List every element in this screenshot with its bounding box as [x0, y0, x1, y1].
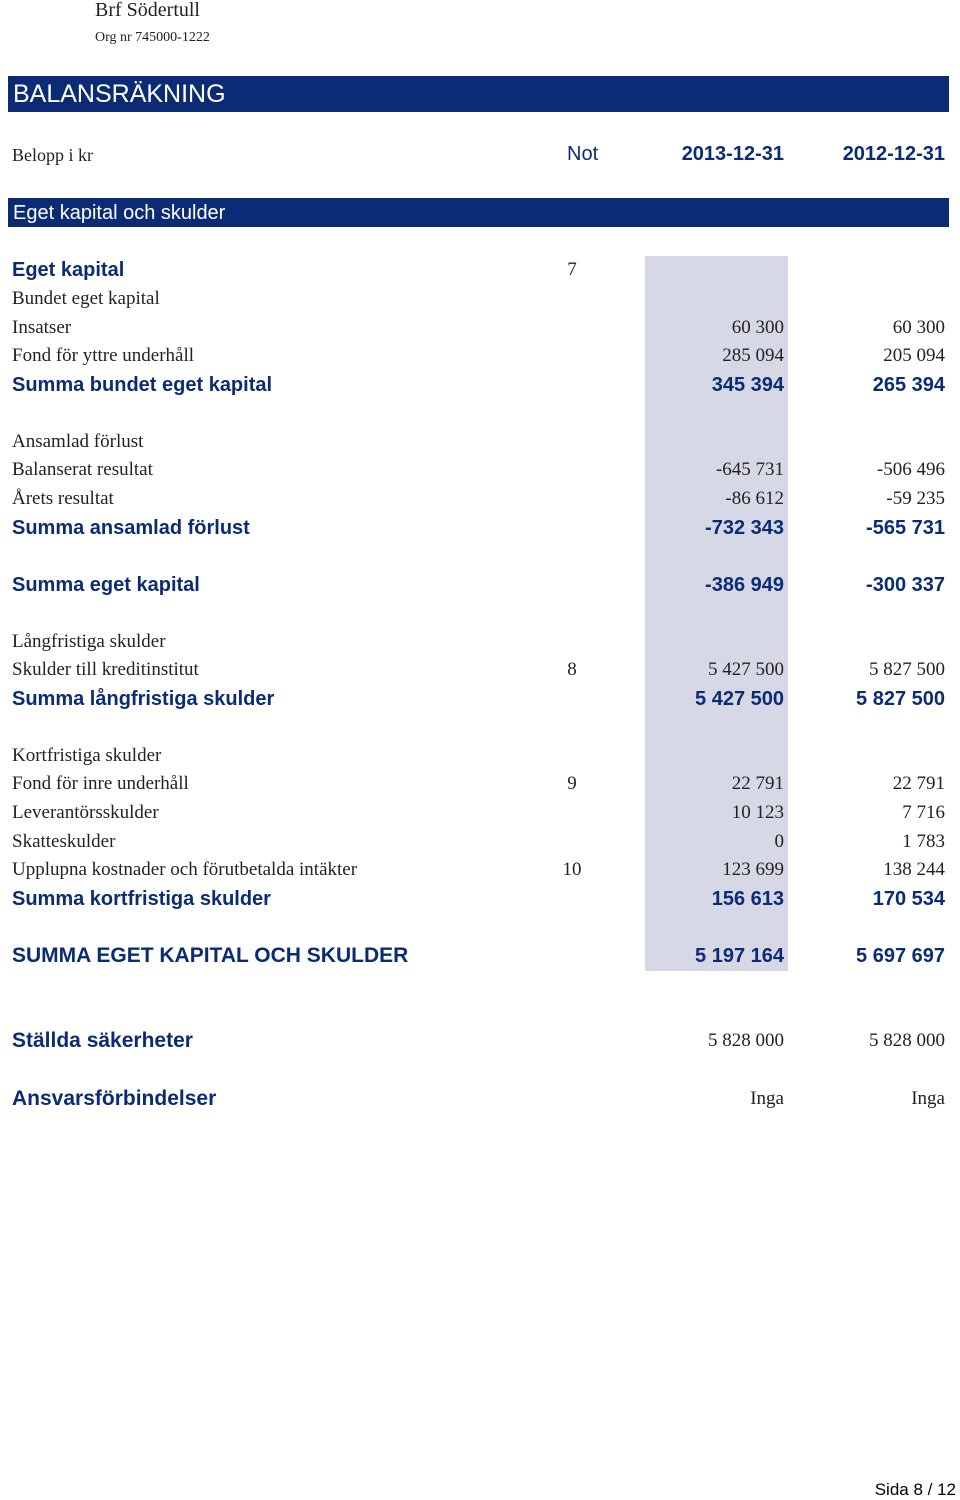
- section-title: Eget kapital och skulder: [8, 198, 949, 227]
- row-label: Summa eget kapital: [12, 574, 200, 596]
- row-label: Bundet eget kapital: [12, 288, 160, 309]
- row-value-current: 5 427 500: [708, 659, 784, 680]
- note-column-header: Not: [567, 143, 599, 165]
- pledged-assets-row: [0, 1026, 960, 1054]
- table-row: [0, 656, 960, 684]
- row-value-previous: 5 828 000: [869, 1030, 945, 1051]
- row-value-previous: -506 496: [876, 459, 945, 480]
- row-label: Långfristiga skulder: [12, 631, 166, 652]
- row-value-current: 5 427 500: [695, 688, 784, 710]
- column-header-row: [0, 141, 960, 169]
- row-note: 7: [567, 259, 577, 280]
- row-label: Insatser: [12, 317, 72, 338]
- row-label: Upplupna kostnader och förutbetalda intäkter: [12, 859, 358, 880]
- row-value-current: -645 731: [715, 459, 784, 480]
- row-label: Fond för yttre underhåll: [12, 345, 195, 366]
- table-row: [0, 456, 960, 484]
- row-value-current: -732 343: [705, 517, 784, 539]
- row-label: SUMMA EGET KAPITAL OCH SKULDER: [12, 944, 409, 967]
- row-label: Summa kortfristiga skulder: [12, 888, 271, 910]
- table-row: [0, 856, 960, 884]
- row-value-previous: 7 716: [902, 802, 945, 823]
- row-label: Summa bundet eget kapital: [12, 374, 273, 396]
- row-value-current: 5 197 164: [695, 945, 784, 967]
- subtotal-row: [0, 885, 960, 913]
- subtotal-row: [0, 685, 960, 713]
- row-value-previous: 1 783: [902, 831, 945, 852]
- current-year-header: 2013-12-31: [681, 143, 784, 165]
- row-value-previous: 138 244: [883, 859, 945, 880]
- row-value-previous: 5 827 500: [869, 659, 945, 680]
- row-value-previous: 265 394: [872, 374, 945, 396]
- table-row: [0, 342, 960, 370]
- row-value-current: -86 612: [725, 488, 784, 509]
- subtotal-row: [0, 571, 960, 599]
- row-label: Balanserat resultat: [12, 459, 153, 480]
- row-note: 9: [567, 773, 577, 794]
- previous-year-header: 2012-12-31: [842, 143, 945, 165]
- table-row: [0, 285, 960, 313]
- row-value-previous: 5 697 697: [856, 945, 945, 967]
- organization-number: Org nr 745000-1222: [95, 30, 210, 45]
- subtotal-row: [0, 371, 960, 399]
- row-value-previous: 60 300: [892, 317, 945, 338]
- row-label: Kortfristiga skulder: [12, 745, 162, 766]
- row-value-previous: Inga: [911, 1088, 945, 1109]
- row-note: 10: [562, 859, 582, 880]
- row-note: 8: [567, 659, 577, 680]
- row-value-current: 345 394: [711, 374, 784, 396]
- row-value-current: 285 094: [722, 345, 784, 366]
- row-value-previous: 170 534: [872, 888, 945, 910]
- row-value-previous: -300 337: [866, 574, 945, 596]
- row-value-previous: 205 094: [883, 345, 945, 366]
- row-value-previous: -59 235: [886, 488, 945, 509]
- row-value-previous: 22 791: [892, 773, 945, 794]
- table-row: [0, 428, 960, 456]
- table-row: [0, 628, 960, 656]
- table-row: [0, 770, 960, 798]
- row-value-current: -386 949: [705, 574, 784, 596]
- row-label: Summa ansamlad förlust: [12, 517, 250, 539]
- row-label: Ansvarsförbindelser: [12, 1087, 217, 1110]
- row-label: Fond för inre underhåll: [12, 773, 189, 794]
- row-label: Eget kapital: [12, 259, 125, 281]
- contingent-liabilities-row: [0, 1084, 960, 1112]
- row-value-current: 60 300: [731, 317, 784, 338]
- row-label: Skulder till kreditinstitut: [12, 659, 199, 680]
- row-label: Summa långfristiga skulder: [12, 688, 275, 710]
- row-value-previous: -565 731: [866, 517, 945, 539]
- subtotal-row: [0, 514, 960, 542]
- amount-unit-label: Belopp i kr: [12, 145, 93, 165]
- table-row: [0, 314, 960, 342]
- row-label: Årets resultat: [12, 488, 114, 509]
- row-label: Ansamlad förlust: [12, 431, 144, 452]
- row-value-current: 22 791: [731, 773, 784, 794]
- page-number: Sida 8 / 12: [874, 1480, 956, 1499]
- row-value-current: 156 613: [711, 888, 784, 910]
- row-value-current: 0: [774, 831, 784, 852]
- row-value-current: 5 828 000: [708, 1030, 784, 1051]
- table-row: [0, 742, 960, 770]
- row-value-current: 123 699: [722, 859, 784, 880]
- table-row: [0, 256, 960, 284]
- table-row: [0, 828, 960, 856]
- organization-name: Brf Södertull: [95, 0, 200, 21]
- table-row: [0, 485, 960, 513]
- table-row: [0, 799, 960, 827]
- row-label: Ställda säkerheter: [12, 1029, 193, 1052]
- row-label: Skatteskulder: [12, 831, 116, 852]
- page-title: BALANSRÄKNING: [8, 76, 949, 112]
- row-value-previous: 5 827 500: [856, 688, 945, 710]
- row-label: Leverantörsskulder: [12, 802, 159, 823]
- row-value-current: 10 123: [731, 802, 784, 823]
- row-value-current: Inga: [750, 1088, 784, 1109]
- grand-total-row: [0, 941, 960, 969]
